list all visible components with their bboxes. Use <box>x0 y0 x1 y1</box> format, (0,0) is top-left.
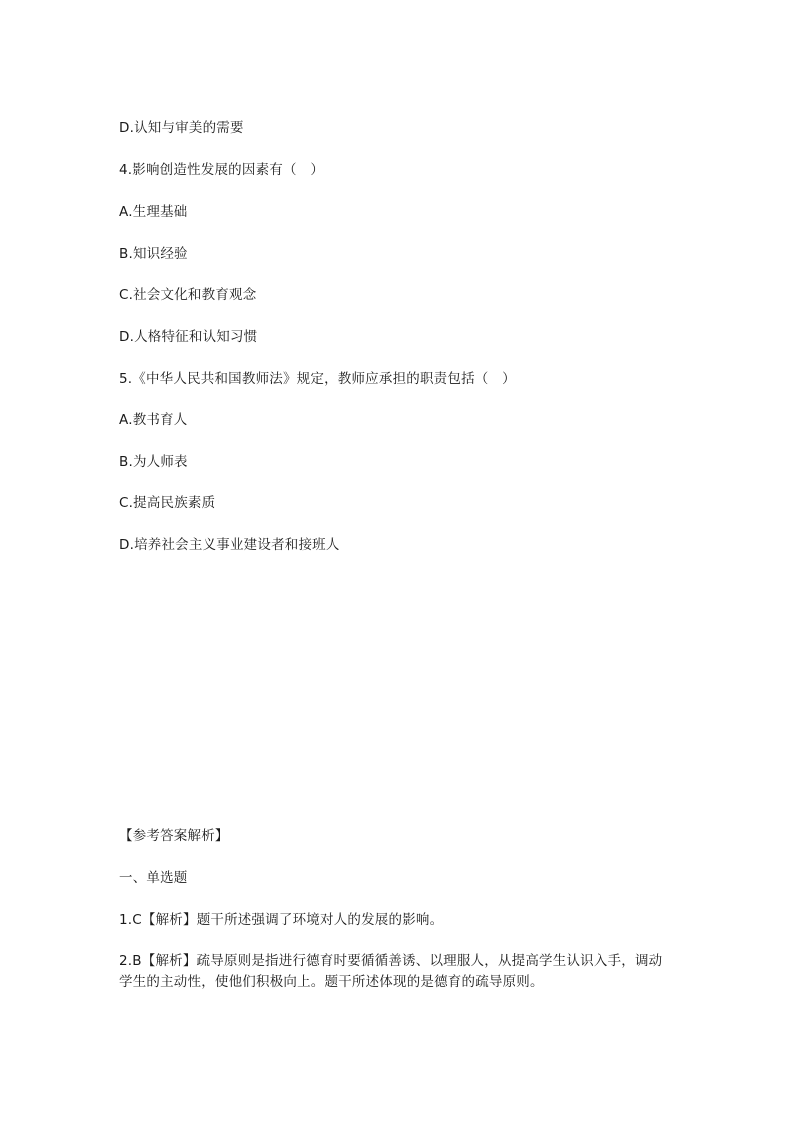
answers-heading: 【参考答案解析】 <box>119 828 229 844</box>
answer-item-2: 2.B【解析】疏导原则是指进行德育时要循循善诱、以理服人，从提高学生认识入手，调动学生的主动性，使他们积极向上。题干所述体现的是德育的疏导原则。 <box>119 953 663 990</box>
answers-section-title: 一、单选题 <box>119 870 188 886</box>
q3-option-d: D.认知与审美的需要 <box>119 120 244 136</box>
q4-option-b: B.知识经验 <box>119 246 188 262</box>
q5-stem: 5.《中华人民共和国教师法》规定，教师应承担的职责包括（ ） <box>119 371 516 387</box>
q5-option-c: C.提高民族素质 <box>119 495 216 511</box>
answer-item-1: 1.C【解析】题干所述强调了环境对人的发展的影响。 <box>119 912 444 928</box>
q4-option-c: C.社会文化和教育观念 <box>119 287 257 303</box>
q4-option-a: A.生理基础 <box>119 204 188 220</box>
q5-option-a: A.教书育人 <box>119 412 188 428</box>
q4-option-d: D.人格特征和认知习惯 <box>119 329 258 345</box>
q5-option-d: D.培养社会主义事业建设者和接班人 <box>119 537 340 553</box>
q4-stem: 4.影响创造性发展的因素有（ ） <box>119 162 325 178</box>
q5-option-b: B.为人师表 <box>119 454 188 470</box>
